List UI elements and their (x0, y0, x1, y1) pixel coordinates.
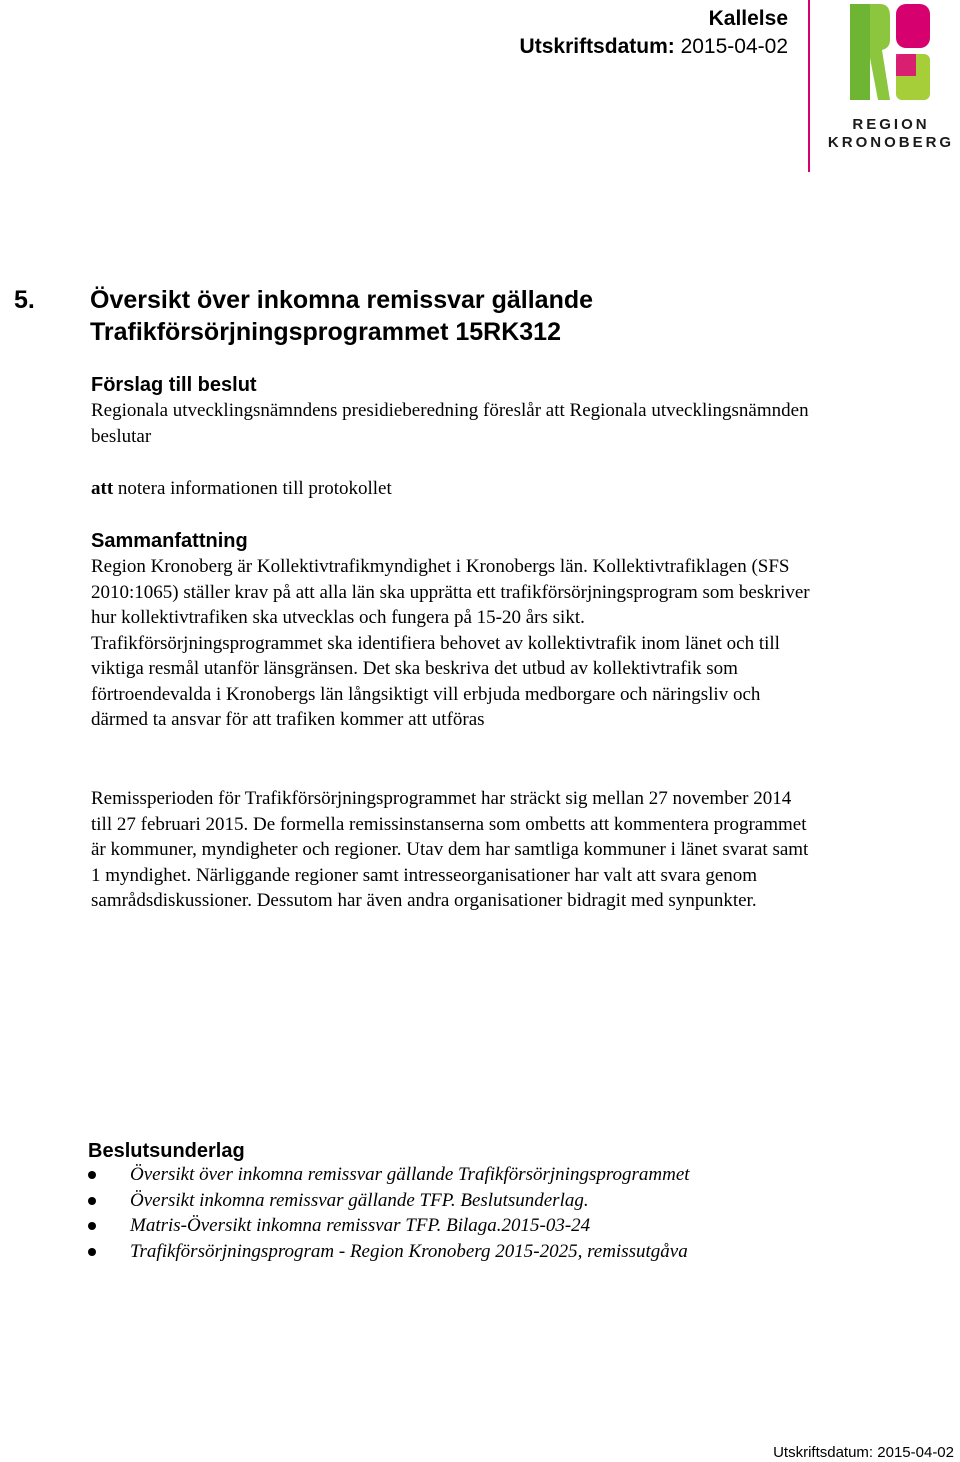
att-text: notera informationen till protokollet (117, 478, 392, 499)
document-type: Kallelse (708, 7, 788, 30)
page-footer: Utskriftsdatum: 2015-04-02 (773, 1444, 954, 1461)
basis-item-text: Översikt över inkomna remissvar gällande Trafikförsörjningsprogrammet (130, 1164, 690, 1185)
bullet-icon (88, 1222, 96, 1230)
print-date-value: 2015-04-02 (680, 35, 788, 58)
bullet-icon (88, 1171, 96, 1179)
header-divider (808, 0, 810, 172)
bullet-icon (88, 1197, 96, 1205)
agenda-item-heading: Översikt över inkomna remissvar gällande Trafikförsörjningsprogrammet 15RK312 (90, 286, 594, 346)
proposal-decision (91, 476, 811, 502)
print-date-label: Utskriftsdatum: (519, 35, 675, 58)
agenda-item-number: 5. (14, 286, 35, 314)
list-item (88, 1213, 808, 1239)
basis-item-text: Matris-Översikt inkomna remissvar TFP. Bilaga.2015-03-24 (130, 1215, 591, 1237)
bullet-icon (88, 1248, 96, 1256)
logo-line-kronoberg: KRONOBERG (827, 134, 955, 151)
att-word: att (91, 478, 114, 499)
proposal-text: Regionala utvecklingsnämndens presidieberedning föreslår att Regionala utvecklingsnämnden beslutar (91, 400, 809, 447)
proposal-heading: Förslag till beslut (91, 374, 257, 396)
list-item (88, 1162, 808, 1188)
basis-item-text: Översikt inkomna remissvar gällande TFP. Beslutsunderlag. (130, 1189, 589, 1211)
summary-heading: Sammanfattning (91, 530, 248, 552)
basis-item-text: Trafikförsörjningsprogram - Region Kronoberg 2015-2025, remissutgåva (130, 1240, 688, 1262)
summary-paragraph-1: Region Kronoberg är Kollektivtrafikmyndighet i Kronobergs län. Kollektivtrafiklagen (SFS 2010:1065) ställer krav på att alla län ska upprätta ett trafikförsörjningsprogram som beskriver hur kollektivtrafiken ska utvecklas och fungera på 15-20 års sikt. Trafikförsörjningsprogrammet ska identifiera behovet av kollektivtrafik inom länet och till viktiga resmål utanför länsgränsen. Det ska beskriva det utbud av kollektivtrafik som förtroendevalda i Kronobergs län långsiktigt vill erbjuda medborgare och näringsliv och därmed ta ansvar för att trafiken kommer att utföras (91, 556, 810, 730)
logo-wordmark (826, 116, 956, 152)
basis-list (88, 1162, 808, 1264)
list-item (88, 1239, 808, 1265)
list-item (88, 1188, 808, 1214)
summary-paragraph-2: Remissperioden för Trafikförsörjningsprogrammet har sträckt sig mellan 27 november 2014 till 27 februari 2015. De formella remissinstanserna som ombetts att kommentera programmet är kommuner, myndigheter och regioner. Utav dem har samtliga kommuner i länet svarat samt 1 myndighet. Närliggande regioner samt intresseorganisationer har valt att svara genom samrådsdiskussioner. Dessutom har även andra organisationer bidragit med synpunkter. (91, 788, 809, 911)
logo-line-region: REGION (852, 116, 930, 133)
region-kronoberg-logo-icon (840, 2, 940, 106)
document-header (520, 6, 788, 62)
basis-heading: Beslutsunderlag (88, 1140, 245, 1162)
print-date-line (520, 32, 788, 62)
